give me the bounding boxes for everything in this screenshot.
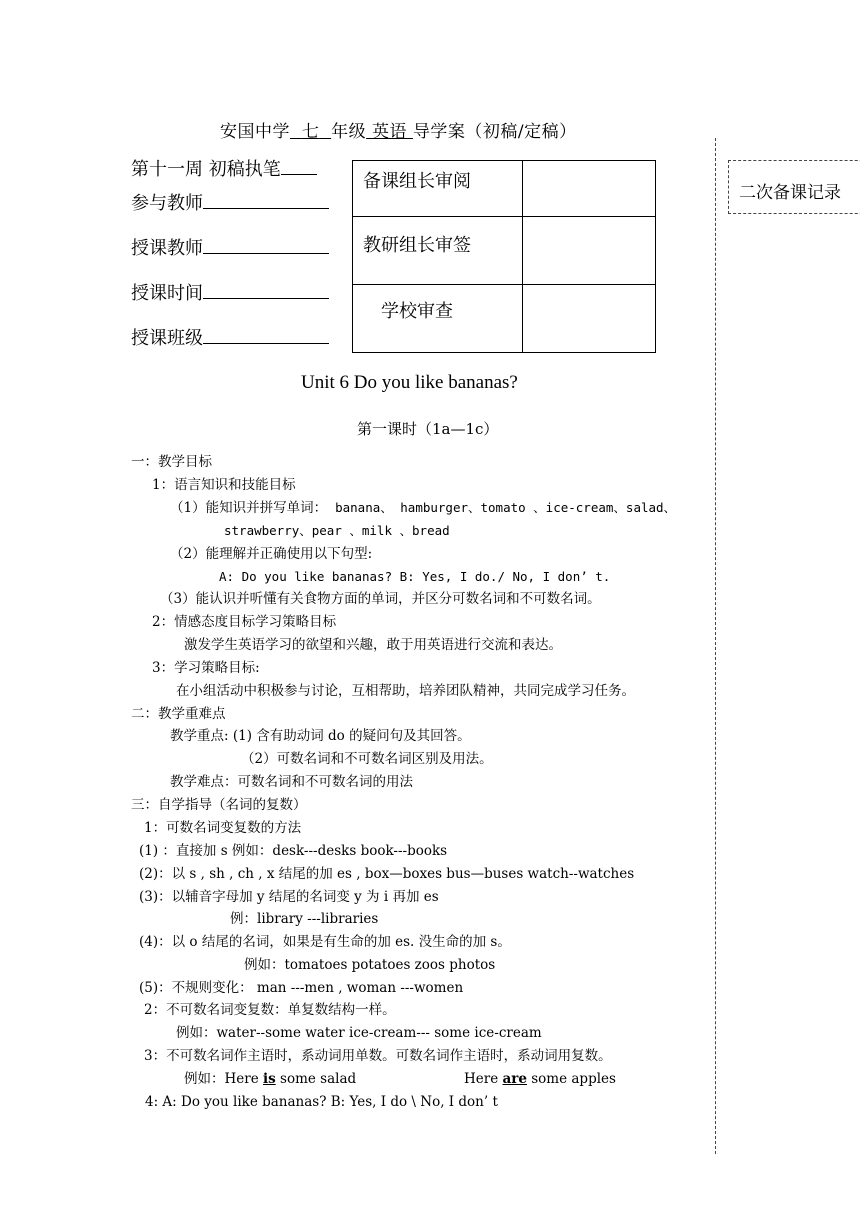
class-label: 授课班级: [131, 328, 203, 349]
objective-3-text: 在小组活动中积极参与讨论，互相帮助，培养团队精神，共同完成学习任务。: [176, 683, 635, 699]
objective-2-text: 激发学生英语学习的欲望和兴趣，敢于用英语进行交流和表达。: [184, 637, 562, 653]
rule-1: 1：可数名词变复数的方法: [144, 820, 302, 836]
teachers-field: [131, 189, 329, 215]
rule-3-example-plural: [464, 1068, 616, 1091]
example-plural-tail: some apples: [526, 1071, 616, 1087]
rule-1-4-example: 例如：tomatoes potatoes zoos photos: [244, 957, 496, 973]
week-label: 第十一周 初稿执笔: [131, 159, 281, 180]
rule-1-2: (2)：以 s , sh , ch , x 结尾的加 es , box—boxes bus—buses watch--watches: [139, 866, 635, 882]
review-label-research-leader: 教研组长审签: [353, 217, 523, 285]
rule-1-3: (3)：以辅音字母加 y 结尾的名词变 y 为 i 再加 es: [139, 889, 439, 905]
rule-2: 2：不可数名词变复数：单复数结构一样。: [144, 1002, 396, 1018]
review-cell-group-leader: [523, 161, 656, 217]
teachers-label: 参与教师: [131, 193, 203, 214]
rule-4: 4: A: Do you like bananas? B: Yes, I do \ No, I don’ t: [145, 1094, 498, 1110]
objective-1: 1：语言知识和技能目标: [152, 477, 296, 493]
lesson-title: 第一课时（1a—1c）: [357, 420, 499, 438]
grade-label: 年级: [331, 122, 367, 142]
review-cell-school: [523, 285, 656, 353]
rule-1-1: (1) ：直接加 s 例如：desk---desks book---books: [139, 843, 448, 859]
review-label-group-leader: 备课组长审阅: [353, 161, 523, 217]
key-point-2: （2）可数名词和不可数名词区别及用法。: [241, 751, 493, 767]
example-prefix: 例如：Here: [184, 1071, 263, 1087]
review-label-school: 学校审查: [353, 285, 523, 353]
time-label: 授课时间: [131, 283, 203, 304]
key-point-1: 教学重点: (1) 含有助动词 do 的疑问句及其回答。: [170, 728, 471, 744]
objective-2: 2：情感态度目标学习策略目标: [152, 614, 337, 630]
vocab-list: banana、 hamburger、tomato 、ice-cream、salad、: [335, 500, 677, 515]
objective-1-3: （3）能认识并听懂有关食物方面的单词，并区分可数名词和不可数名词。: [160, 591, 601, 607]
sentence-pattern: A: Do you like bananas? B: Yes, I do./ No, I don’ t.: [219, 569, 611, 584]
review-row: [353, 161, 656, 217]
review-cell-research-leader: [523, 217, 656, 285]
emphasis-is: is: [263, 1071, 276, 1087]
rule-3: 3：不可数名词作主语时，系动词用单数。可数名词作主语时，系动词用复数。: [144, 1048, 612, 1064]
review-row: [353, 285, 656, 353]
review-row: [353, 217, 656, 285]
class-field: [131, 324, 329, 350]
teachers-line: [203, 192, 329, 209]
example-plural-prefix: Here: [464, 1071, 503, 1087]
difficult-point: 教学难点：可数名词和不可数名词的用法: [170, 774, 413, 790]
section-key-points: 二：教学重难点: [131, 706, 226, 722]
lecturer-line: [203, 237, 329, 254]
review-table: [352, 160, 656, 353]
document-title: [220, 117, 577, 142]
objective-1-1-label: （1）能知识并拼写单词：: [170, 500, 328, 516]
lecturer-field: [131, 234, 329, 260]
section-self-study: 三：自学指导（名词的复数）: [131, 797, 307, 813]
emphasis-are: are: [502, 1071, 527, 1087]
rule-1-4: (4)：以 o 结尾的名词，如果是有生命的加 es. 没生命的加 s。: [139, 934, 511, 950]
rule-2-example: 例如：water--some water ice-cream--- some ice-cream: [176, 1025, 542, 1041]
rule-1-3-example: 例：library ---libraries: [230, 911, 379, 927]
school-name: 安国中学: [220, 122, 290, 142]
grade-value: 七: [301, 122, 320, 142]
objective-3: 3：学习策略目标:: [152, 660, 260, 676]
doc-type: 导学案（初稿/定稿）: [412, 122, 577, 142]
rule-1-5: (5)：不规则变化： man ---men , woman ---women: [139, 980, 464, 996]
objective-1-1: [170, 497, 676, 520]
time-field: [131, 279, 329, 305]
vocab-list-cont: strawberry、pear 、milk 、bread: [224, 523, 450, 538]
section-objectives: 一：教学目标: [131, 454, 212, 470]
week-field: [131, 155, 317, 181]
class-line: [203, 327, 329, 344]
week-line: [281, 158, 317, 175]
side-divider: [715, 138, 716, 1154]
second-prep-record-box: [728, 160, 860, 214]
time-line: [203, 282, 329, 299]
example-singular-tail: some salad: [275, 1071, 357, 1087]
rule-3-example-singular: [184, 1068, 356, 1091]
second-prep-record-label: 二次备课记录: [739, 183, 841, 203]
subject-value: 英语: [372, 122, 408, 142]
lecturer-label: 授课教师: [131, 238, 203, 259]
unit-title: Unit 6 Do you like bananas?: [301, 372, 518, 393]
objective-1-2: （2）能理解并正确使用以下句型:: [170, 546, 373, 562]
